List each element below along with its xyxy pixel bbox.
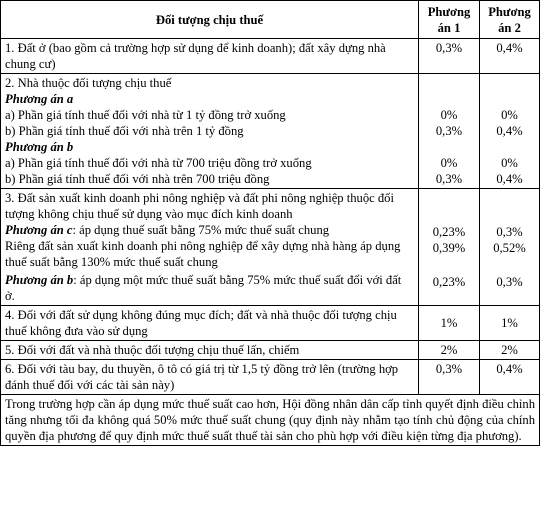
row2-option-b-label: Phương án b (5, 140, 74, 154)
row2-b2-v2: 0,4% (496, 172, 523, 186)
row3-special: Riêng đất sản xuất kinh doanh phi nông nghiệp để xây dựng nhà hàng áp dụng thuế suất bằng 130% mức thuế suất chung (5, 239, 401, 269)
row2-a2: b) Phần giá tính thuế đối với nhà trên 1 tỷ đồng (5, 124, 244, 138)
row4-text: 4. Đối với đất sử dụng không đúng mục đích; đất và nhà thuộc đối tượng chịu thuế không đưa vào sử dụng (1, 306, 419, 341)
row4-option1: 1% (419, 306, 480, 341)
header-option-1: Phương án 1 (419, 1, 480, 39)
row1-option2: 0,4% (480, 39, 540, 74)
row2-option2 (480, 74, 540, 189)
row3-s-v2: 0,52% (493, 241, 526, 255)
row2-b2-v1: 0,3% (435, 172, 463, 186)
row4-option2: 1% (480, 306, 540, 341)
row5-option1: 2% (419, 341, 480, 360)
row3-option-b-text: : áp dụng một mức thuế suất bằng 75% mức thuế suất đối với đất ở. (5, 273, 402, 303)
row2-option-a-label: Phương án a (5, 92, 74, 106)
row5-text: 5. Đối với đất và nhà thuộc đối tượng chịu thuế lấn, chiếm (1, 341, 419, 360)
row2-b1-v1: 0% (440, 156, 458, 170)
row2-text (1, 74, 419, 189)
row2-a1: a) Phần giá tính thuế đối với nhà từ 1 tỷ đồng trở xuống (5, 108, 286, 122)
row3-s-v1: 0,39% (432, 241, 466, 255)
row-residential-land (1, 39, 540, 74)
header-option-2: Phương án 2 (480, 1, 540, 39)
row3-option-c (5, 222, 414, 238)
row3-option-c-text: : áp dụng thuế suất bằng 75% mức thuế suất chung (72, 223, 330, 237)
row-encroached-land (1, 341, 540, 360)
row1-option1: 0,3% (419, 39, 480, 74)
row2-b1: a) Phần giá tính thuế đối với nhà từ 700 triệu đồng trở xuống (5, 156, 312, 170)
row2-title: 2. Nhà thuộc đối tượng chịu thuế (5, 76, 172, 90)
row-luxury-assets (1, 360, 540, 395)
row2-a2-v1: 0,3% (435, 124, 463, 138)
row3-b-v2: 0,3% (496, 275, 523, 289)
row3-c-v1: 0,23% (432, 225, 466, 239)
row1-text: 1. Đất ở (bao gồm cả trường hợp sử dụng để kinh doanh); đất xây dựng nhà chung cư) (1, 39, 419, 74)
row-misused-land (1, 306, 540, 341)
row6-option2: 0,4% (480, 360, 540, 395)
row3-option1 (419, 189, 480, 306)
header-subject: Đối tượng chịu thuế (1, 1, 419, 39)
row2-a2-v2: 0,4% (496, 124, 523, 138)
row6-option1: 0,3% (419, 360, 480, 395)
note-text: Trong trường hợp cần áp dụng mức thuế suất cao hơn, Hội đồng nhân dân cấp tỉnh quyết định điều chỉnh tăng nhưng tối đa không quá 50% mức thuế suất chung (quy định này nhằm tạo tính chủ động của chính quyền địa phương để quy định mức thuế suất thuế tài sản cho phù hợp với điều kiện từng địa phương). (1, 395, 540, 446)
row2-b2: b) Phần giá tính thuế đối với nhà trên 700 triệu đồng (5, 172, 270, 186)
row2-option1 (419, 74, 480, 189)
row-business-land (1, 189, 540, 306)
row3-option-b-label: Phương án b (5, 273, 74, 287)
row2-a1-v2: 0% (501, 108, 518, 122)
row6-text: 6. Đối với tàu bay, du thuyền, ô tô có giá trị từ 1,5 tỷ đồng trở lên (trường hợp đánh thuế đối với các tài sản này) (1, 360, 419, 395)
row3-title: 3. Đất sản xuất kinh doanh phi nông nghiệp và đất phi nông nghiệp thuộc đối tượng không chịu thuế sử dụng vào mục đích kinh doanh (5, 191, 394, 221)
row3-option2 (480, 189, 540, 306)
row5-option2: 2% (480, 341, 540, 360)
header-row (1, 1, 540, 39)
row3-b-v1: 0,23% (432, 275, 466, 289)
row3-option-c-label: Phương án c (5, 223, 73, 237)
note-row (1, 395, 540, 446)
row3-option-b (5, 272, 414, 304)
row2-a1-v1: 0% (440, 108, 458, 122)
row3-c-v2: 0,3% (496, 225, 523, 239)
row3-text (1, 189, 419, 306)
row2-b1-v2: 0% (501, 156, 518, 170)
row-houses (1, 74, 540, 189)
